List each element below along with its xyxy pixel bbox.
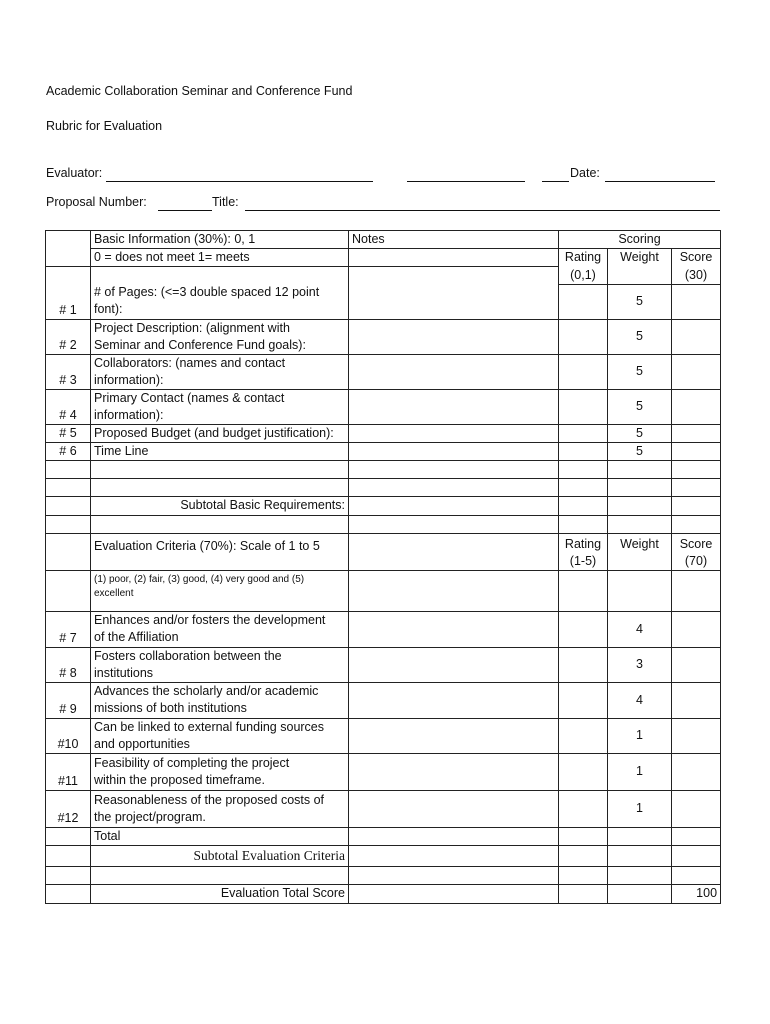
grand-total-score: 100 <box>672 884 721 903</box>
criterion-number: # 1 <box>46 284 91 319</box>
blank-cell[interactable] <box>349 827 559 845</box>
blank-cell[interactable] <box>349 478 559 496</box>
blank-cell[interactable] <box>559 460 608 478</box>
criterion-score[interactable] <box>672 790 721 827</box>
basic-blank-notes[interactable] <box>349 267 559 285</box>
eval-subtotal-label: Subtotal Evaluation Criteria <box>91 845 349 866</box>
criterion-line: Primary Contact (names & contact <box>94 390 285 405</box>
criterion-rating[interactable] <box>559 442 608 460</box>
scoring-heading: Scoring <box>559 231 721 249</box>
criterion-rating[interactable] <box>559 753 608 790</box>
criterion-rating[interactable] <box>559 424 608 442</box>
evaluator-field-extra-2[interactable] <box>407 181 525 182</box>
weight-blank <box>608 267 672 285</box>
eval-score-label: Score <box>679 536 713 551</box>
criterion-line: font): <box>94 302 123 317</box>
basic-subtotal-row <box>46 496 721 515</box>
criterion-weight: 1 <box>608 790 672 827</box>
criterion-notes[interactable] <box>349 790 559 827</box>
criterion-number: # 4 <box>46 389 91 424</box>
blank-cell <box>91 866 349 884</box>
criterion-row <box>46 647 721 682</box>
blank-cell <box>608 515 672 533</box>
criterion-row <box>46 611 721 647</box>
criterion-score[interactable] <box>672 682 721 718</box>
criterion-rating[interactable] <box>559 647 608 682</box>
basic-subheader-row-2 <box>46 267 721 285</box>
basic-heading: Basic Information (30%): 0, 1 <box>91 231 349 249</box>
criterion-text <box>91 389 349 424</box>
criterion-line: Enhances and/or fosters the development <box>94 613 326 627</box>
grand-total-row <box>46 884 721 903</box>
criterion-score[interactable] <box>672 424 721 442</box>
criterion-line: and opportunities <box>94 736 190 751</box>
criterion-notes[interactable] <box>349 442 559 460</box>
criterion-text <box>91 718 349 753</box>
basic-subtotal-label: Subtotal Basic Requirements: <box>91 496 349 515</box>
basic-subtotal-notes[interactable] <box>349 496 559 515</box>
basic-subtotal-rating[interactable] <box>559 496 608 515</box>
blank-cell[interactable] <box>559 845 608 866</box>
grand-total-label: Evaluation Total Score <box>91 884 349 903</box>
blank-cell <box>46 845 91 866</box>
criterion-row <box>46 424 721 442</box>
criterion-line: within the proposed timeframe. <box>94 772 265 787</box>
criterion-weight: 5 <box>608 319 672 354</box>
criterion-line: Feasibility of completing the project <box>94 755 290 770</box>
criterion-line: the project/program. <box>94 809 206 824</box>
criterion-score[interactable] <box>672 354 721 389</box>
blank-cell <box>608 866 672 884</box>
blank-cell <box>46 570 91 611</box>
criterion-line: Collaborators: (names and contact <box>94 355 286 370</box>
criterion-line: Seminar and Conference Fund goals): <box>94 337 306 352</box>
criterion-score[interactable] <box>672 442 721 460</box>
criterion-text <box>91 611 349 647</box>
eval-heading: Evaluation Criteria (70%): Scale of 1 to 5 <box>91 533 349 570</box>
criterion-line: information): <box>94 407 164 422</box>
criterion-number: #12 <box>46 790 91 827</box>
blank-row <box>46 866 721 884</box>
criterion-score[interactable] <box>672 718 721 753</box>
criterion-weight: 5 <box>608 442 672 460</box>
criterion-number: #11 <box>46 753 91 790</box>
score-total-basic: (30) <box>672 267 721 285</box>
total-label: Total <box>91 827 349 845</box>
criterion-number: # 2 <box>46 319 91 354</box>
eval-header-notes[interactable] <box>349 533 559 570</box>
blank-row <box>46 478 721 496</box>
criterion-weight: 1 <box>608 753 672 790</box>
rubric-table <box>45 230 721 904</box>
eval-rating-heading <box>559 533 608 570</box>
criterion-line: Advances the scholarly and/or academic <box>94 684 319 698</box>
blank-cell <box>91 460 349 478</box>
blank-cell[interactable] <box>672 460 721 478</box>
criterion-text <box>91 790 349 827</box>
eval-header-row <box>46 533 721 570</box>
blank-cell[interactable] <box>349 884 559 903</box>
criterion-notes[interactable] <box>349 647 559 682</box>
proposal-number-label: Proposal Number: <box>46 195 147 209</box>
basic-header-num <box>46 231 91 249</box>
blank-cell[interactable] <box>672 478 721 496</box>
eval-subtotal-score[interactable] <box>672 845 721 866</box>
criterion-weight: 5 <box>608 389 672 424</box>
blank-cell[interactable] <box>559 515 608 533</box>
date-field[interactable] <box>605 181 715 182</box>
blank-cell[interactable] <box>559 827 608 845</box>
criterion-rating[interactable] <box>559 790 608 827</box>
rating-heading: Rating <box>559 249 608 267</box>
evaluator-field-extra-1[interactable] <box>317 181 373 182</box>
score-heading: Score <box>672 249 721 267</box>
criterion-weight: 5 <box>608 424 672 442</box>
criterion-text <box>91 647 349 682</box>
criterion-rating[interactable] <box>559 319 608 354</box>
criterion-weight: 5 <box>608 284 672 319</box>
notes-heading: Notes <box>349 231 559 249</box>
criterion-text: Time Line <box>91 442 349 460</box>
criterion-rating[interactable] <box>559 389 608 424</box>
eval-score-heading <box>672 533 721 570</box>
blank-cell <box>608 884 672 903</box>
blank-cell[interactable] <box>672 866 721 884</box>
evaluator-label: Evaluator: <box>46 166 103 180</box>
criterion-score[interactable] <box>672 753 721 790</box>
criterion-weight: 5 <box>608 354 672 389</box>
criterion-text: Proposed Budget (and budget justification): <box>91 424 349 442</box>
basic-blank-criterion <box>91 267 349 285</box>
eval-weight-heading: Weight <box>608 533 672 570</box>
date-label: Date: <box>570 166 600 180</box>
criterion-notes[interactable] <box>349 682 559 718</box>
blank-cell <box>91 515 349 533</box>
criterion-row <box>46 284 721 319</box>
blank-cell[interactable] <box>559 884 608 903</box>
blank-cell[interactable] <box>559 478 608 496</box>
criterion-line: Project Description: (alignment with <box>94 320 290 335</box>
criterion-row <box>46 389 721 424</box>
blank-cell[interactable] <box>349 570 559 611</box>
blank-cell <box>46 866 91 884</box>
criterion-row <box>46 354 721 389</box>
eval-header-num <box>46 533 91 570</box>
blank-cell <box>91 478 349 496</box>
eval-scale-text: (1) poor, (2) fair, (3) good, (4) very good and (5) excellent <box>91 570 349 611</box>
blank-cell <box>608 478 672 496</box>
blank-cell[interactable] <box>349 845 559 866</box>
criterion-notes[interactable] <box>349 424 559 442</box>
title-label: Title: <box>212 195 239 209</box>
criterion-line: Reasonableness of the proposed costs of <box>94 792 325 807</box>
criterion-row <box>46 790 721 827</box>
title-field[interactable] <box>245 210 720 211</box>
basic-subtotal-score[interactable] <box>672 496 721 515</box>
criterion-weight: 4 <box>608 611 672 647</box>
blank-cell[interactable] <box>349 460 559 478</box>
blank-row <box>46 515 721 533</box>
blank-cell[interactable] <box>672 570 721 611</box>
criterion-line: information): <box>94 372 164 387</box>
document-title: Academic Collaboration Seminar and Conference Fund <box>46 84 353 98</box>
criterion-line: institutions <box>94 665 154 680</box>
blank-cell <box>608 845 672 866</box>
criterion-text <box>91 319 349 354</box>
criterion-number: # 9 <box>46 682 91 718</box>
criterion-row <box>46 442 721 460</box>
blank-cell <box>608 827 672 845</box>
criterion-score[interactable] <box>672 284 721 319</box>
criterion-rating[interactable] <box>559 611 608 647</box>
criterion-score[interactable] <box>672 611 721 647</box>
criterion-rating[interactable] <box>559 682 608 718</box>
basic-legend: 0 = does not meet 1= meets <box>91 249 349 267</box>
weight-heading: Weight <box>608 249 672 267</box>
blank-cell <box>46 827 91 845</box>
criterion-row <box>46 682 721 718</box>
criterion-rating[interactable] <box>559 354 608 389</box>
blank-cell[interactable] <box>559 866 608 884</box>
eval-rating-label: Rating <box>564 536 602 551</box>
criterion-line: Can be linked to external funding sources <box>94 719 325 734</box>
criterion-notes[interactable] <box>349 611 559 647</box>
blank-cell <box>608 570 672 611</box>
criterion-number: # 3 <box>46 354 91 389</box>
blank-cell <box>608 460 672 478</box>
criterion-text <box>91 682 349 718</box>
blank-cell <box>46 884 91 903</box>
criterion-text <box>91 753 349 790</box>
criterion-rating[interactable] <box>559 718 608 753</box>
criterion-line: of the Affiliation <box>94 630 179 644</box>
criterion-weight: 4 <box>608 682 672 718</box>
blank-cell <box>46 460 91 478</box>
total-score[interactable] <box>672 827 721 845</box>
blank-cell[interactable] <box>672 515 721 533</box>
criterion-number: # 5 <box>46 424 91 442</box>
blank-cell <box>46 478 91 496</box>
criterion-score[interactable] <box>672 647 721 682</box>
basic-blank-num <box>46 267 91 285</box>
eval-scale-row <box>46 570 721 611</box>
blank-cell[interactable] <box>559 570 608 611</box>
basic-subheader-row <box>46 249 721 267</box>
criterion-number: # 6 <box>46 442 91 460</box>
criterion-rating[interactable] <box>559 284 608 319</box>
blank-row <box>46 460 721 478</box>
criterion-number: # 8 <box>46 647 91 682</box>
basic-header-row <box>46 231 721 249</box>
eval-subtotal-row <box>46 845 721 866</box>
eval-score-total: (70) <box>684 553 708 568</box>
criterion-row <box>46 319 721 354</box>
criterion-score[interactable] <box>672 389 721 424</box>
basic-notes-cell[interactable] <box>349 249 559 267</box>
criterion-number: #10 <box>46 718 91 753</box>
blank-cell[interactable] <box>349 515 559 533</box>
criterion-notes[interactable] <box>349 354 559 389</box>
evaluator-field-extra-3[interactable] <box>542 181 569 182</box>
criterion-number: # 7 <box>46 611 91 647</box>
criterion-line: Fosters collaboration between the <box>94 648 282 663</box>
criterion-text <box>91 284 349 319</box>
criterion-notes[interactable] <box>349 753 559 790</box>
total-row <box>46 827 721 845</box>
eval-rating-range: (1-5) <box>569 553 597 568</box>
criterion-line: missions of both institutions <box>94 701 247 715</box>
criterion-weight: 3 <box>608 647 672 682</box>
basic-subtotal-weight <box>608 496 672 515</box>
proposal-number-field[interactable] <box>158 210 212 211</box>
criterion-notes[interactable] <box>349 319 559 354</box>
criterion-notes[interactable] <box>349 284 559 319</box>
blank-cell[interactable] <box>349 866 559 884</box>
blank-cell <box>46 515 91 533</box>
basic-subheader-num <box>46 249 91 267</box>
criterion-text <box>91 354 349 389</box>
document-subtitle: Rubric for Evaluation <box>46 119 163 133</box>
criterion-line: # of Pages: (<=3 double spaced 12 point <box>94 285 320 300</box>
criterion-row <box>46 753 721 790</box>
criterion-score[interactable] <box>672 319 721 354</box>
blank-cell <box>46 496 91 515</box>
criterion-weight: 1 <box>608 718 672 753</box>
criterion-notes[interactable] <box>349 718 559 753</box>
criterion-row <box>46 718 721 753</box>
criterion-notes[interactable] <box>349 389 559 424</box>
rating-range: (0,1) <box>559 267 608 285</box>
